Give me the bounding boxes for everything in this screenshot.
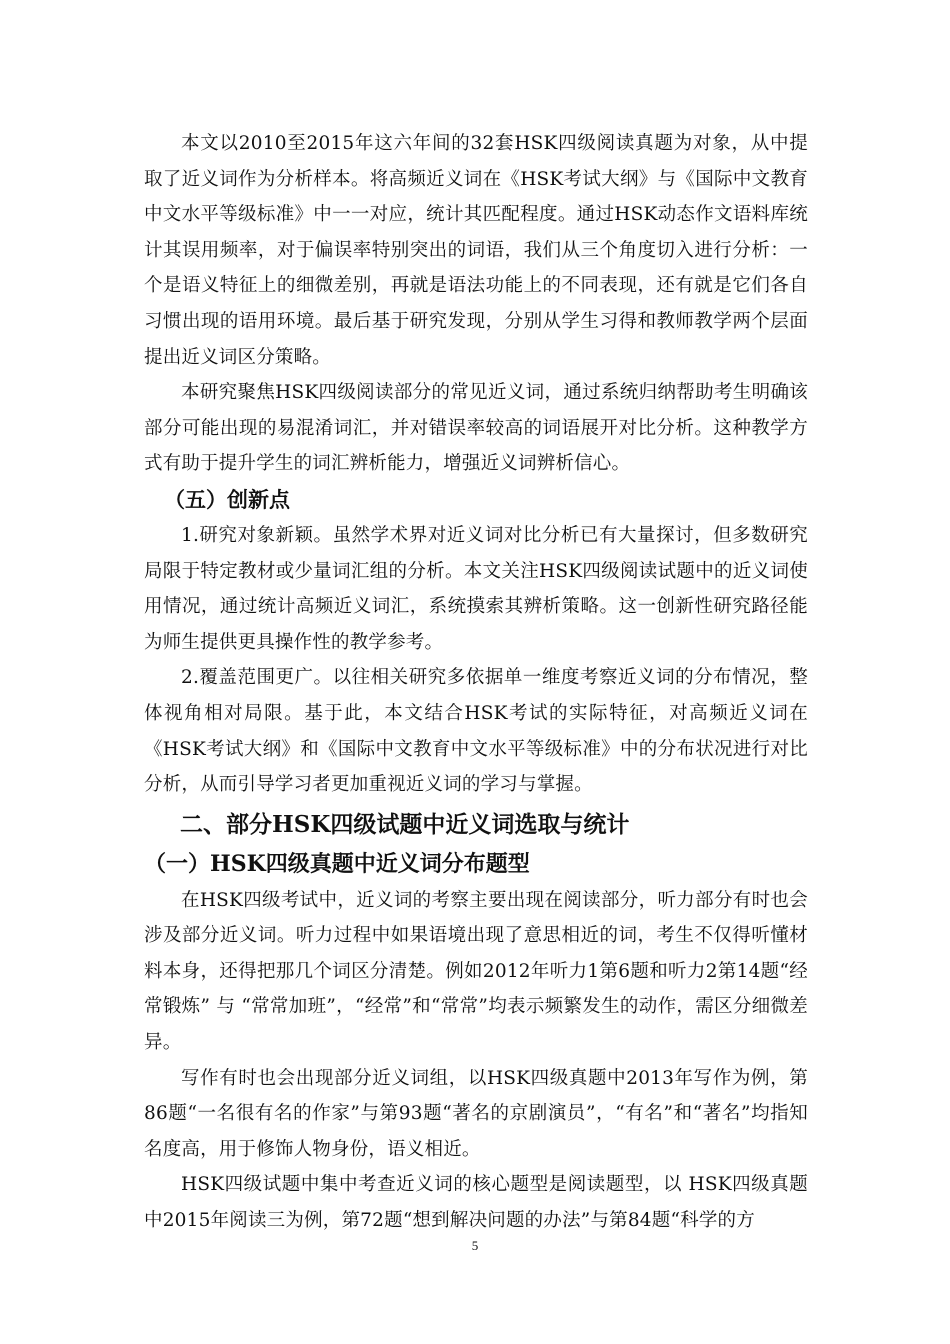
- body-paragraph: HSK四级试题中集中考查近义词的核心题型是阅读题型，以 HSK四级真题中2015年阅读三为例，第72题“想到解决问题的办法”与第84题“科学的方: [144, 1174, 808, 1232]
- body-paragraph: 1.研究对象新颖。虽然学术界对近义词对比分析已有大量探讨，但多数研究局限于特定教材或少量词汇组的分析。本文关注HSK四级阅读试题中的近义词使用情况，通过统计高频近义词汇，系统摸索其辨析策略。这一创新性研究路径能为师生提供更具操作性的教学参考。: [144, 524, 808, 653]
- body-paragraph: 本文以2010至2015年这六年间的32套HSK四级阅读真题为对象，从中提取了近义词作为分析样本。将高频近义词在《HSK考试大纲》与《国际中文教育中文水平等级标准》中一一对应，统计其匹配程度。通过HSK动态作文语料库统计其误用频率，对于偏误率特别突出的词语，我们从三个角度切入进行分析：一个是语义特征上的细微差别，再就是语法功能上的不同表现，还有就是它们各自习惯出现的语用环境。最后基于研究发现，分别从学生习得和教师教学两个层面提出近义词区分策略。: [144, 133, 808, 368]
- body-paragraph: 本研究聚焦HSK四级阅读部分的常见近义词，通过系统归纳帮助考生明确该部分可能出现的易混淆词汇，并对错误率较高的词语展开对比分析。这种教学方式有助于提升学生的词汇辨析能力，增强近义词辨析信心。: [144, 382, 808, 475]
- body-paragraph: 写作有时也会出现部分近义词组，以HSK四级真题中2013年写作为例，第86题“一名很有名的作家”与第93题“著名的京剧演员”，“有名”和“著名”均指知名度高，用于修饰人物身份，语义相近。: [144, 1067, 808, 1160]
- subsection-heading: （一）HSK四级真题中近义词分布题型: [144, 850, 530, 877]
- page-number: 5: [471, 1238, 479, 1253]
- chapter-heading: 二、部分HSK四级试题中近义词选取与统计: [180, 810, 630, 838]
- body-paragraph: 2.覆盖范围更广。以往相关研究多依据单一维度考察近义词的分布情况，整体视角相对局限。基于此，本文结合HSK考试的实际特征，对高频近义词在《HSK考试大纲》和《国际中文教育中文水平等级标准》中的分布状况进行对比分析，从而引导学习者更加重视近义词的学习与掌握。: [144, 667, 808, 796]
- page-content: [144, 126, 808, 1239]
- section-heading-innovation: （五）创新点: [164, 486, 290, 512]
- body-paragraph: 在HSK四级考试中，近义词的考察主要出现在阅读部分，听力部分有时也会涉及部分近义词。听力过程中如果语境出现了意思相近的词，考生不仅得听懂材料本身，还得把那几个词区分清楚。例如2012年听力1第6题和听力2第14题“经常锻炼” 与 “常常加班”，“经常”和“常常”均表示频繁发生的动作，需区分细微差异。: [144, 889, 808, 1054]
